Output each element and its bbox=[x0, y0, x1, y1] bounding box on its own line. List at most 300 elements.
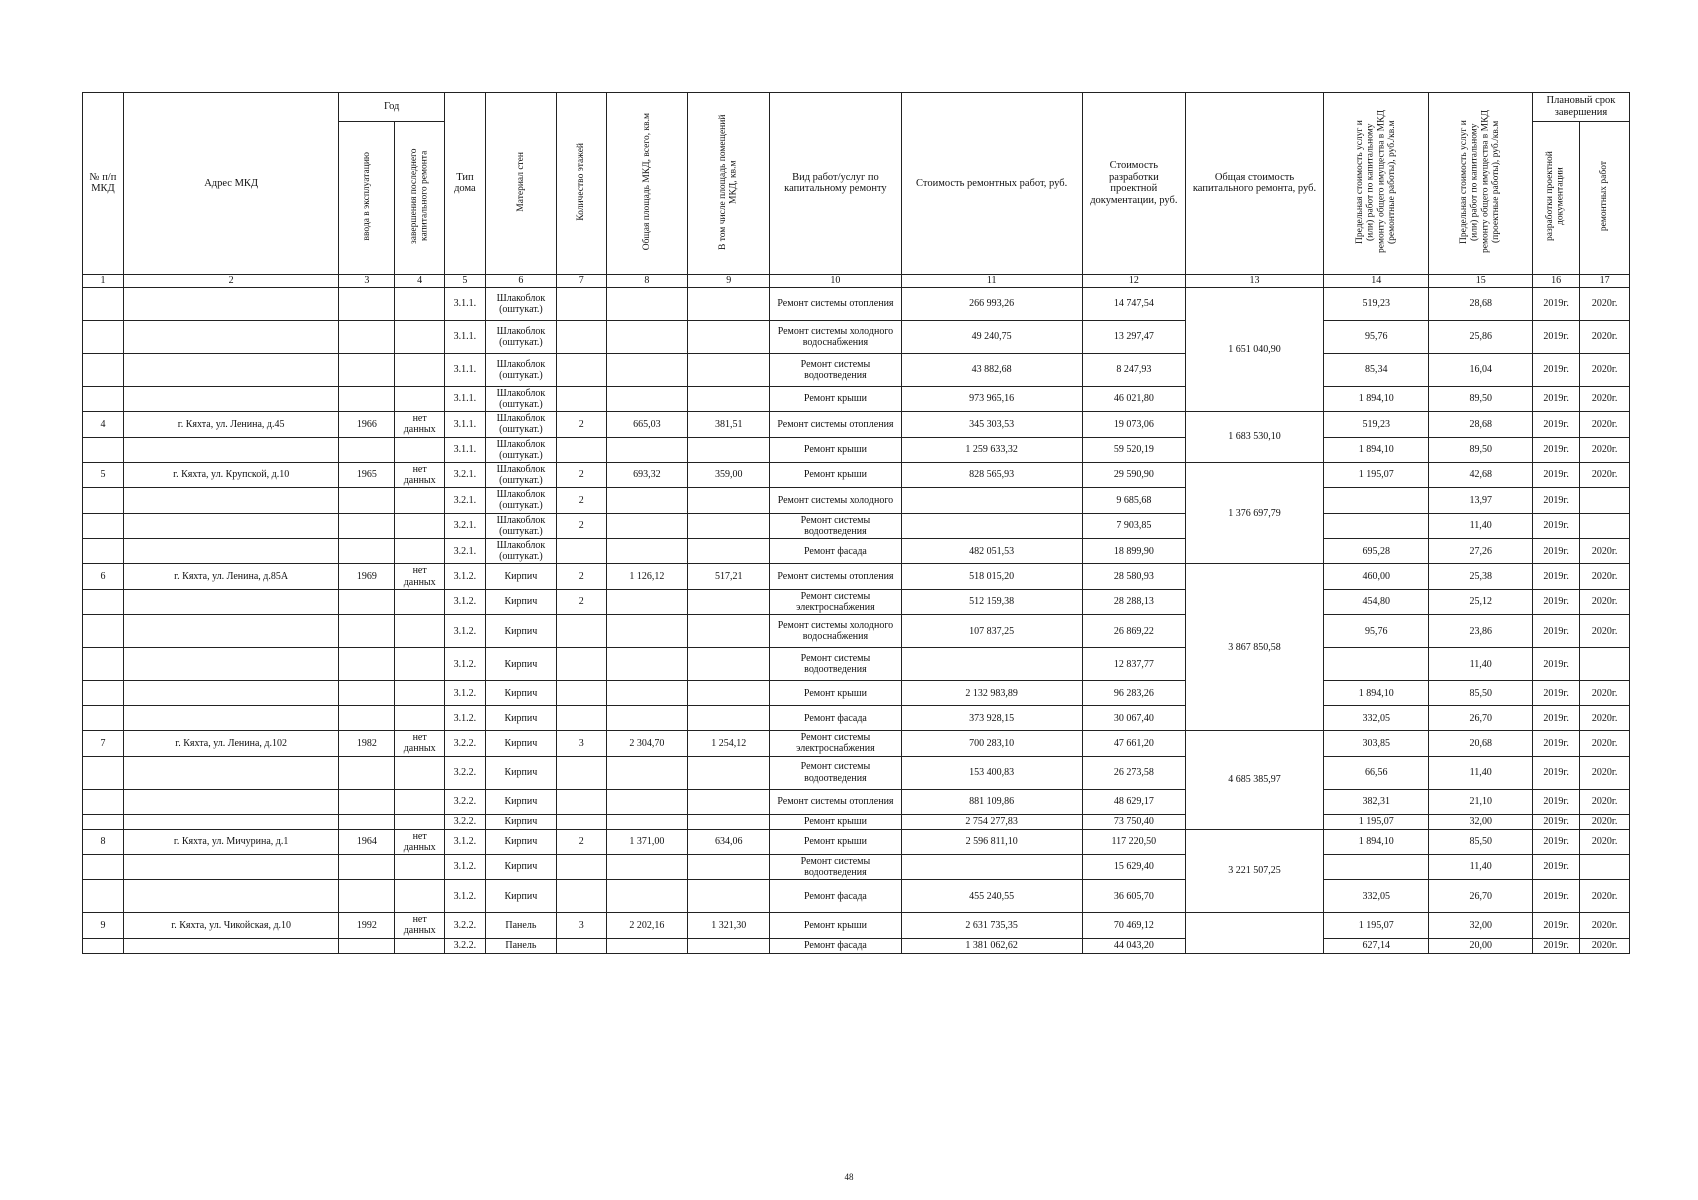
cell-limit-repair bbox=[1323, 513, 1429, 538]
cell-total-area bbox=[606, 756, 688, 789]
cell-year-last-repair bbox=[395, 814, 445, 829]
cell-total-area bbox=[606, 681, 688, 706]
header-wall-material: Материал стен bbox=[485, 93, 556, 275]
table-row bbox=[83, 287, 1630, 320]
table-row bbox=[83, 681, 1630, 706]
cell-premises-area: 359,00 bbox=[688, 462, 770, 487]
cell-row-number bbox=[83, 287, 124, 320]
cell-design-cost: 14 747,54 bbox=[1082, 287, 1185, 320]
cell-repair-cost: 2 596 811,10 bbox=[901, 829, 1082, 854]
cell-address bbox=[123, 681, 338, 706]
cell-row-number: 7 bbox=[83, 731, 124, 756]
cell-limit-repair: 95,76 bbox=[1323, 320, 1429, 353]
cell-limit-design: 20,00 bbox=[1429, 938, 1532, 953]
header-premises-area: В том числе площадь помещений МКД, кв.м bbox=[688, 93, 770, 275]
cell-floors: 2 bbox=[556, 488, 606, 513]
cell-planned-repair: 2020г. bbox=[1580, 462, 1630, 487]
cell-premises-area bbox=[688, 488, 770, 513]
table-row bbox=[83, 938, 1630, 953]
cell-planned-repair bbox=[1580, 648, 1630, 681]
cell-year-commission bbox=[339, 513, 395, 538]
cell-planned-design: 2019г. bbox=[1532, 353, 1579, 386]
cell-limit-repair: 85,34 bbox=[1323, 353, 1429, 386]
cell-wall-material: Шлакоблок (оштукат.) bbox=[485, 412, 556, 437]
cell-premises-area: 1 254,12 bbox=[688, 731, 770, 756]
cell-planned-design: 2019г. bbox=[1532, 412, 1579, 437]
cell-year-last-repair: нет данных bbox=[395, 462, 445, 487]
cell-limit-repair bbox=[1323, 854, 1429, 879]
cell-wall-material: Кирпич bbox=[485, 648, 556, 681]
cell-address bbox=[123, 320, 338, 353]
cell-year-last-repair bbox=[395, 513, 445, 538]
cell-planned-design: 2019г. bbox=[1532, 615, 1579, 648]
cell-row-number bbox=[83, 681, 124, 706]
cell-premises-area bbox=[688, 854, 770, 879]
cell-work-type: Ремонт крыши bbox=[770, 814, 901, 829]
cell-limit-repair: 1 894,10 bbox=[1323, 437, 1429, 462]
cell-year-commission: 1982 bbox=[339, 731, 395, 756]
cell-wall-material: Кирпич bbox=[485, 706, 556, 731]
cell-house-type: 3.1.1. bbox=[444, 386, 485, 411]
cell-total-cost: 3 867 850,58 bbox=[1186, 564, 1324, 731]
cell-planned-design: 2019г. bbox=[1532, 386, 1579, 411]
cell-premises-area bbox=[688, 938, 770, 953]
cell-floors: 2 bbox=[556, 412, 606, 437]
cell-limit-design: 16,04 bbox=[1429, 353, 1532, 386]
cell-row-number bbox=[83, 386, 124, 411]
cell-total-area bbox=[606, 938, 688, 953]
cell-planned-design: 2019г. bbox=[1532, 320, 1579, 353]
cell-row-number bbox=[83, 854, 124, 879]
header-design-cost: Стоимость разработки проектной документации, руб. bbox=[1082, 93, 1185, 275]
cell-house-type: 3.2.1. bbox=[444, 539, 485, 564]
table-row bbox=[83, 880, 1630, 913]
cell-work-type: Ремонт системы отопления bbox=[770, 789, 901, 814]
cell-limit-repair bbox=[1323, 488, 1429, 513]
column-number: 5 bbox=[444, 274, 485, 287]
cell-floors bbox=[556, 814, 606, 829]
header-work-type: Вид работ/услуг по капитальному ремонту bbox=[770, 93, 901, 275]
cell-premises-area: 634,06 bbox=[688, 829, 770, 854]
cell-total-cost: 4 685 385,97 bbox=[1186, 731, 1324, 829]
cell-row-number bbox=[83, 814, 124, 829]
cell-repair-cost: 107 837,25 bbox=[901, 615, 1082, 648]
cell-row-number bbox=[83, 615, 124, 648]
cell-planned-repair: 2020г. bbox=[1580, 539, 1630, 564]
header-floors: Количество этажей bbox=[556, 93, 606, 275]
cell-planned-design: 2019г. bbox=[1532, 731, 1579, 756]
cell-total-cost: 3 221 507,25 bbox=[1186, 829, 1324, 913]
cell-wall-material: Шлакоблок (оштукат.) bbox=[485, 513, 556, 538]
cell-planned-design: 2019г. bbox=[1532, 854, 1579, 879]
cell-work-type: Ремонт системы водоотведения bbox=[770, 854, 901, 879]
cell-year-commission bbox=[339, 789, 395, 814]
table-row bbox=[83, 648, 1630, 681]
cell-address: г. Кяхта, ул. Крупской, д.10 bbox=[123, 462, 338, 487]
cell-house-type: 3.2.2. bbox=[444, 913, 485, 938]
cell-address bbox=[123, 648, 338, 681]
cell-total-area bbox=[606, 488, 688, 513]
cell-premises-area bbox=[688, 706, 770, 731]
cell-row-number bbox=[83, 756, 124, 789]
cell-premises-area bbox=[688, 814, 770, 829]
cell-address bbox=[123, 789, 338, 814]
cell-premises-area bbox=[688, 789, 770, 814]
cell-year-commission bbox=[339, 539, 395, 564]
cell-year-commission bbox=[339, 437, 395, 462]
column-number: 2 bbox=[123, 274, 338, 287]
cell-planned-design: 2019г. bbox=[1532, 287, 1579, 320]
table-row bbox=[83, 539, 1630, 564]
cell-house-type: 3.1.2. bbox=[444, 564, 485, 589]
cell-design-cost: 29 590,90 bbox=[1082, 462, 1185, 487]
cell-row-number: 4 bbox=[83, 412, 124, 437]
column-number: 9 bbox=[688, 274, 770, 287]
cell-limit-repair: 695,28 bbox=[1323, 539, 1429, 564]
cell-year-commission bbox=[339, 353, 395, 386]
header-total-cost: Общая стоимость капитального ремонта, руб. bbox=[1186, 93, 1324, 275]
cell-work-type: Ремонт крыши bbox=[770, 681, 901, 706]
cell-premises-area bbox=[688, 648, 770, 681]
column-number: 16 bbox=[1532, 274, 1579, 287]
cell-repair-cost: 973 965,16 bbox=[901, 386, 1082, 411]
cell-house-type: 3.2.1. bbox=[444, 488, 485, 513]
cell-floors bbox=[556, 880, 606, 913]
cell-address bbox=[123, 814, 338, 829]
cell-design-cost: 96 283,26 bbox=[1082, 681, 1185, 706]
cell-year-commission: 1969 bbox=[339, 564, 395, 589]
cell-address bbox=[123, 488, 338, 513]
cell-repair-cost: 828 565,93 bbox=[901, 462, 1082, 487]
cell-repair-cost bbox=[901, 648, 1082, 681]
cell-limit-repair: 1 195,07 bbox=[1323, 913, 1429, 938]
cell-total-area: 665,03 bbox=[606, 412, 688, 437]
cell-floors bbox=[556, 938, 606, 953]
cell-planned-repair: 2020г. bbox=[1580, 353, 1630, 386]
cell-address bbox=[123, 854, 338, 879]
cell-work-type: Ремонт системы водоотведения bbox=[770, 648, 901, 681]
cell-floors bbox=[556, 756, 606, 789]
header-limit-design: Предельная стоимость услуг и (или) работ по капитальному ремонту общего имущества в МКД (проектные работы), руб./кв.м bbox=[1429, 93, 1532, 275]
cell-limit-repair: 1 894,10 bbox=[1323, 681, 1429, 706]
table-row bbox=[83, 462, 1630, 487]
column-number: 14 bbox=[1323, 274, 1429, 287]
cell-limit-repair: 519,23 bbox=[1323, 412, 1429, 437]
cell-planned-design: 2019г. bbox=[1532, 938, 1579, 953]
cell-floors bbox=[556, 287, 606, 320]
cell-year-commission bbox=[339, 589, 395, 614]
cell-total-area bbox=[606, 615, 688, 648]
cell-work-type: Ремонт крыши bbox=[770, 829, 901, 854]
cell-limit-design: 28,68 bbox=[1429, 412, 1532, 437]
cell-work-type: Ремонт системы отопления bbox=[770, 412, 901, 437]
cell-year-commission: 1965 bbox=[339, 462, 395, 487]
column-number: 10 bbox=[770, 274, 901, 287]
header-total-area: Общая площадь МКД, всего, кв.м bbox=[606, 93, 688, 275]
cell-planned-repair: 2020г. bbox=[1580, 412, 1630, 437]
cell-limit-design: 28,68 bbox=[1429, 287, 1532, 320]
cell-wall-material: Шлакоблок (оштукат.) bbox=[485, 353, 556, 386]
cell-total-area bbox=[606, 814, 688, 829]
cell-design-cost: 73 750,40 bbox=[1082, 814, 1185, 829]
table-body bbox=[83, 287, 1630, 953]
cell-address bbox=[123, 615, 338, 648]
cell-premises-area bbox=[688, 756, 770, 789]
cell-planned-repair bbox=[1580, 488, 1630, 513]
cell-house-type: 3.2.2. bbox=[444, 814, 485, 829]
cell-work-type: Ремонт системы отопления bbox=[770, 564, 901, 589]
cell-year-last-repair bbox=[395, 880, 445, 913]
cell-house-type: 3.1.1. bbox=[444, 320, 485, 353]
column-numbers-row bbox=[83, 274, 1630, 287]
table-row bbox=[83, 412, 1630, 437]
cell-house-type: 3.2.2. bbox=[444, 789, 485, 814]
cell-wall-material: Шлакоблок (оштукат.) bbox=[485, 539, 556, 564]
cell-work-type: Ремонт системы электроснабжения bbox=[770, 731, 901, 756]
cell-planned-repair: 2020г. bbox=[1580, 564, 1630, 589]
cell-repair-cost bbox=[901, 513, 1082, 538]
table-row bbox=[83, 814, 1630, 829]
cell-year-commission: 1992 bbox=[339, 913, 395, 938]
cell-work-type: Ремонт системы холодного водоснабжения bbox=[770, 615, 901, 648]
cell-design-cost: 13 297,47 bbox=[1082, 320, 1185, 353]
cell-floors: 2 bbox=[556, 462, 606, 487]
cell-floors: 2 bbox=[556, 589, 606, 614]
column-number: 15 bbox=[1429, 274, 1532, 287]
cell-work-type: Ремонт фасада bbox=[770, 880, 901, 913]
cell-house-type: 3.1.2. bbox=[444, 648, 485, 681]
cell-address bbox=[123, 938, 338, 953]
cell-limit-design: 25,38 bbox=[1429, 564, 1532, 589]
cell-year-commission bbox=[339, 320, 395, 353]
cell-work-type: Ремонт системы водоотведения bbox=[770, 353, 901, 386]
cell-planned-design: 2019г. bbox=[1532, 437, 1579, 462]
cell-premises-area: 381,51 bbox=[688, 412, 770, 437]
column-number: 8 bbox=[606, 274, 688, 287]
cell-total-area bbox=[606, 287, 688, 320]
cell-total-area: 2 304,70 bbox=[606, 731, 688, 756]
cell-design-cost: 26 273,58 bbox=[1082, 756, 1185, 789]
cell-premises-area bbox=[688, 353, 770, 386]
cell-design-cost: 26 869,22 bbox=[1082, 615, 1185, 648]
cell-wall-material: Шлакоблок (оштукат.) bbox=[485, 320, 556, 353]
cell-address: г. Кяхта, ул. Ленина, д.45 bbox=[123, 412, 338, 437]
cell-planned-repair: 2020г. bbox=[1580, 437, 1630, 462]
cell-wall-material: Шлакоблок (оштукат.) bbox=[485, 437, 556, 462]
cell-design-cost: 70 469,12 bbox=[1082, 913, 1185, 938]
cell-wall-material: Кирпич bbox=[485, 564, 556, 589]
cell-work-type: Ремонт системы водоотведения bbox=[770, 513, 901, 538]
cell-limit-repair: 1 894,10 bbox=[1323, 829, 1429, 854]
cell-limit-design: 11,40 bbox=[1429, 854, 1532, 879]
cell-address: г. Кяхта, ул. Мичурина, д.1 bbox=[123, 829, 338, 854]
column-number: 1 bbox=[83, 274, 124, 287]
cell-year-commission bbox=[339, 615, 395, 648]
cell-repair-cost bbox=[901, 854, 1082, 879]
cell-planned-design: 2019г. bbox=[1532, 681, 1579, 706]
cell-floors: 3 bbox=[556, 913, 606, 938]
cell-limit-design: 42,68 bbox=[1429, 462, 1532, 487]
cell-total-area bbox=[606, 589, 688, 614]
cell-total-cost: 1 683 530,10 bbox=[1186, 412, 1324, 463]
cell-total-area bbox=[606, 880, 688, 913]
cell-planned-repair: 2020г. bbox=[1580, 287, 1630, 320]
cell-year-last-repair bbox=[395, 386, 445, 411]
cell-planned-design: 2019г. bbox=[1532, 539, 1579, 564]
cell-year-commission: 1966 bbox=[339, 412, 395, 437]
cell-design-cost: 28 288,13 bbox=[1082, 589, 1185, 614]
cell-limit-repair: 1 894,10 bbox=[1323, 386, 1429, 411]
cell-row-number bbox=[83, 880, 124, 913]
cell-planned-design: 2019г. bbox=[1532, 462, 1579, 487]
header-year: Год bbox=[339, 93, 445, 122]
cell-planned-repair: 2020г. bbox=[1580, 789, 1630, 814]
cell-house-type: 3.1.2. bbox=[444, 706, 485, 731]
cell-year-commission bbox=[339, 938, 395, 953]
cell-year-last-repair: нет данных bbox=[395, 412, 445, 437]
cell-total-cost: 1 651 040,90 bbox=[1186, 287, 1324, 411]
cell-wall-material: Шлакоблок (оштукат.) bbox=[485, 462, 556, 487]
table-row bbox=[83, 615, 1630, 648]
cell-year-commission bbox=[339, 488, 395, 513]
cell-repair-cost: 153 400,83 bbox=[901, 756, 1082, 789]
cell-premises-area bbox=[688, 437, 770, 462]
repair-table bbox=[82, 92, 1630, 954]
cell-wall-material: Кирпич bbox=[485, 789, 556, 814]
cell-year-last-repair bbox=[395, 320, 445, 353]
cell-year-last-repair bbox=[395, 539, 445, 564]
cell-planned-repair: 2020г. bbox=[1580, 386, 1630, 411]
cell-year-commission bbox=[339, 756, 395, 789]
cell-design-cost: 117 220,50 bbox=[1082, 829, 1185, 854]
cell-design-cost: 28 580,93 bbox=[1082, 564, 1185, 589]
cell-wall-material: Кирпич bbox=[485, 681, 556, 706]
cell-limit-repair: 382,31 bbox=[1323, 789, 1429, 814]
cell-planned-repair: 2020г. bbox=[1580, 706, 1630, 731]
cell-repair-cost bbox=[901, 488, 1082, 513]
cell-planned-repair bbox=[1580, 854, 1630, 879]
cell-total-area: 2 202,16 bbox=[606, 913, 688, 938]
cell-planned-repair bbox=[1580, 513, 1630, 538]
cell-repair-cost: 700 283,10 bbox=[901, 731, 1082, 756]
cell-house-type: 3.2.2. bbox=[444, 731, 485, 756]
cell-total-area bbox=[606, 513, 688, 538]
header-year-last-repair: завершения последнего капитального ремонта bbox=[395, 122, 445, 275]
table-row bbox=[83, 437, 1630, 462]
cell-premises-area bbox=[688, 589, 770, 614]
cell-limit-repair: 332,05 bbox=[1323, 880, 1429, 913]
cell-address: г. Кяхта, ул. Чикойская, д.10 bbox=[123, 913, 338, 938]
cell-limit-repair: 303,85 bbox=[1323, 731, 1429, 756]
cell-wall-material: Кирпич bbox=[485, 756, 556, 789]
cell-limit-design: 25,86 bbox=[1429, 320, 1532, 353]
cell-limit-repair: 1 195,07 bbox=[1323, 814, 1429, 829]
cell-house-type: 3.2.1. bbox=[444, 513, 485, 538]
cell-limit-design: 85,50 bbox=[1429, 681, 1532, 706]
cell-row-number bbox=[83, 488, 124, 513]
table-row bbox=[83, 589, 1630, 614]
cell-total-cost bbox=[1186, 913, 1324, 953]
cell-design-cost: 7 903,85 bbox=[1082, 513, 1185, 538]
cell-premises-area bbox=[688, 320, 770, 353]
cell-limit-design: 27,26 bbox=[1429, 539, 1532, 564]
cell-premises-area bbox=[688, 513, 770, 538]
table-row bbox=[83, 488, 1630, 513]
cell-design-cost: 36 605,70 bbox=[1082, 880, 1185, 913]
cell-wall-material: Кирпич bbox=[485, 814, 556, 829]
cell-work-type: Ремонт фасада bbox=[770, 938, 901, 953]
cell-year-last-repair: нет данных bbox=[395, 829, 445, 854]
cell-limit-design: 85,50 bbox=[1429, 829, 1532, 854]
cell-limit-design: 11,40 bbox=[1429, 648, 1532, 681]
cell-limit-repair bbox=[1323, 648, 1429, 681]
cell-premises-area bbox=[688, 681, 770, 706]
cell-design-cost: 30 067,40 bbox=[1082, 706, 1185, 731]
cell-total-area bbox=[606, 706, 688, 731]
cell-repair-cost: 881 109,86 bbox=[901, 789, 1082, 814]
cell-house-type: 3.1.2. bbox=[444, 880, 485, 913]
table-row bbox=[83, 913, 1630, 938]
cell-premises-area bbox=[688, 615, 770, 648]
cell-limit-repair: 627,14 bbox=[1323, 938, 1429, 953]
cell-total-area bbox=[606, 437, 688, 462]
cell-row-number: 9 bbox=[83, 913, 124, 938]
cell-planned-repair: 2020г. bbox=[1580, 589, 1630, 614]
cell-year-commission bbox=[339, 814, 395, 829]
document-sheet bbox=[82, 92, 1630, 954]
cell-total-area bbox=[606, 353, 688, 386]
cell-total-area: 1 371,00 bbox=[606, 829, 688, 854]
cell-row-number bbox=[83, 706, 124, 731]
cell-wall-material: Кирпич bbox=[485, 880, 556, 913]
cell-address bbox=[123, 539, 338, 564]
cell-planned-repair: 2020г. bbox=[1580, 320, 1630, 353]
cell-limit-repair: 95,76 bbox=[1323, 615, 1429, 648]
cell-house-type: 3.1.1. bbox=[444, 437, 485, 462]
cell-row-number bbox=[83, 320, 124, 353]
header-planned-repair: ремонтных работ bbox=[1580, 122, 1630, 275]
cell-house-type: 3.1.2. bbox=[444, 854, 485, 879]
cell-limit-design: 26,70 bbox=[1429, 880, 1532, 913]
cell-wall-material: Кирпич bbox=[485, 731, 556, 756]
cell-house-type: 3.1.2. bbox=[444, 615, 485, 648]
cell-floors bbox=[556, 353, 606, 386]
cell-repair-cost: 43 882,68 bbox=[901, 353, 1082, 386]
cell-design-cost: 46 021,80 bbox=[1082, 386, 1185, 411]
cell-floors bbox=[556, 706, 606, 731]
cell-total-area bbox=[606, 539, 688, 564]
cell-planned-repair: 2020г. bbox=[1580, 756, 1630, 789]
cell-house-type: 3.1.2. bbox=[444, 589, 485, 614]
column-number: 12 bbox=[1082, 274, 1185, 287]
cell-design-cost: 15 629,40 bbox=[1082, 854, 1185, 879]
cell-premises-area bbox=[688, 386, 770, 411]
cell-house-type: 3.1.1. bbox=[444, 287, 485, 320]
header-planned-design: разработки проектной документации bbox=[1532, 122, 1579, 275]
cell-total-area bbox=[606, 789, 688, 814]
cell-planned-design: 2019г. bbox=[1532, 880, 1579, 913]
cell-limit-repair: 454,80 bbox=[1323, 589, 1429, 614]
table-row bbox=[83, 756, 1630, 789]
cell-house-type: 3.2.2. bbox=[444, 938, 485, 953]
cell-row-number bbox=[83, 589, 124, 614]
cell-row-number bbox=[83, 938, 124, 953]
table-row bbox=[83, 829, 1630, 854]
cell-planned-repair: 2020г. bbox=[1580, 880, 1630, 913]
cell-limit-design: 13,97 bbox=[1429, 488, 1532, 513]
cell-floors bbox=[556, 854, 606, 879]
cell-address bbox=[123, 706, 338, 731]
